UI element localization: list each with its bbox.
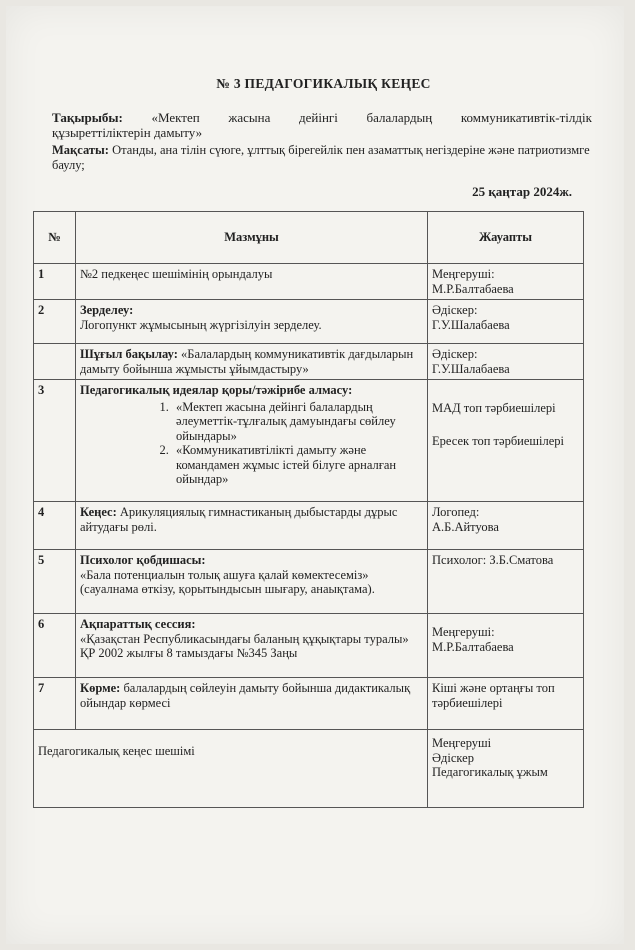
- row-label: Шұғыл бақылау:: [80, 347, 178, 361]
- row-responsible: [428, 300, 584, 344]
- resp-line: Психолог: З.Б.Сматова: [432, 553, 554, 567]
- resp-line: Г.У.Шалабаева: [432, 317, 510, 332]
- resp-line: Әдіскер:: [432, 347, 478, 361]
- meeting-date: 25 қаңтар 2024ж.: [472, 184, 572, 199]
- row-text: «Қазақстан Республикасындағы баланың құқықтары туралы» ҚР 2002 жылғы 8 тамыздағы №345 Заңы: [80, 631, 409, 660]
- agenda-table: [33, 211, 584, 808]
- row-content: [76, 550, 428, 614]
- resp-line: Логопед:: [432, 505, 480, 519]
- row-label: Көрме:: [80, 681, 121, 695]
- row-responsible: [428, 550, 584, 614]
- row-content: [76, 614, 428, 678]
- row-num: 4: [34, 502, 76, 550]
- row-responsible: [428, 502, 584, 550]
- row-content: [76, 678, 428, 730]
- row-label: Ақпараттық сессия:: [80, 617, 196, 631]
- table-row: [34, 380, 584, 502]
- row-content: [76, 344, 428, 380]
- row-text: Логопункт жұмысының жүргізілуін зерделеу.: [80, 317, 322, 332]
- table-header-row: [34, 212, 584, 264]
- row-text: «Бала потенциалын толық ашуға қалай көмектесеміз» (сауалнама өткізу, қорытындысын шығару, анаықтама).: [80, 567, 375, 596]
- resp-line: Меңгеруші: [432, 736, 492, 750]
- table-row: [34, 550, 584, 614]
- row-label: Психолог қобдишасы:: [80, 553, 206, 567]
- resp-line: Г.У.Шалабаева: [432, 361, 510, 376]
- resp-line: М.Р.Балтабаева: [432, 281, 514, 296]
- row-responsible: [428, 380, 584, 502]
- list-item: 1. «Мектеп жасына дейінгі балалардың әлеуметтік-тұлғалық дамуындағы сөйлеу ойындары»: [172, 400, 423, 444]
- row-num: 5: [34, 550, 76, 614]
- topic-word: дейінгі: [298, 110, 338, 125]
- topic-block: [52, 110, 592, 140]
- decision-label: Педагогикалық кеңес шешімі: [34, 730, 428, 808]
- header-num: №: [34, 212, 76, 264]
- topic-word: балалардың: [366, 110, 433, 125]
- resp-line: М.Р.Балтабаева: [432, 639, 514, 654]
- resp-line: Педагогикалық ұжым: [432, 765, 548, 779]
- topic-line2: құзыреттіліктерін дамыту»: [52, 125, 203, 140]
- row-label: Зерделеу:: [80, 303, 134, 317]
- row-label: Кеңес:: [80, 505, 117, 519]
- resp-line: Әдіскер: [432, 750, 474, 765]
- topic-word: жасына: [228, 110, 271, 125]
- row-num: 6: [34, 614, 76, 678]
- ideas-list: [80, 400, 423, 487]
- resp-line: Меңгеруші:: [432, 625, 495, 639]
- row-content: №2 педкеңес шешімінің орындалуы: [76, 264, 428, 300]
- topic-label: Тақырыбы:: [52, 110, 123, 125]
- page-title: № 3 ПЕДАГОГИКАЛЫҚ КЕҢЕС: [216, 76, 431, 91]
- resp-line: А.Б.Айтуова: [432, 519, 499, 534]
- goal-label: Мақсаты:: [52, 143, 109, 157]
- row-num: 7: [34, 678, 76, 730]
- row-responsible: [428, 614, 584, 678]
- table-row: [34, 502, 584, 550]
- row-content: [76, 380, 428, 502]
- topic-word: коммуникативтік-тілдік: [460, 110, 592, 125]
- resp-line: МАД топ тәрбиешілері: [432, 401, 556, 415]
- table-row: [34, 614, 584, 678]
- resp-line: Әдіскер:: [432, 303, 478, 317]
- decision-responsible: [428, 730, 584, 808]
- table-footer-row: [34, 730, 584, 808]
- row-text: балалардың сөйлеуін дамыту бойынша дидактикалық ойындар көрмесі: [80, 681, 411, 710]
- row-num: [34, 344, 76, 380]
- goal-text: Отанды, ана тілін сүюге, ұлттық бірегейлік пен азаматтық негіздеріне және патриотизмге баулу;: [52, 143, 590, 172]
- table-row: [34, 678, 584, 730]
- goal-block: [52, 143, 592, 173]
- row-num: 3: [34, 380, 76, 502]
- row-num: 2: [34, 300, 76, 344]
- row-content: [76, 502, 428, 550]
- header-responsible: Жауапты: [428, 212, 584, 264]
- row-text: Арикуляциялық гимнастиканың дыбыстарды дұрыс айтудағы рөлі.: [80, 505, 398, 534]
- row-responsible: [428, 344, 584, 380]
- row-content: [76, 300, 428, 344]
- row-responsible: [428, 264, 584, 300]
- table-row: [34, 264, 584, 300]
- row-responsible: Кіші және ортаңғы топ тәрбиешілері: [428, 678, 584, 730]
- row-num: 1: [34, 264, 76, 300]
- header-content: Мазмұны: [76, 212, 428, 264]
- row-text: «Балалардың коммуникативтік дағдыларын дамыту бойынша жұмысты ұйымдастыру»: [80, 347, 414, 376]
- list-item: 2. «Коммуникативтілікті дамыту және командамен жұмыс істей білуге арналған ойындар»: [172, 443, 423, 487]
- resp-line: Меңгеруші:: [432, 267, 495, 281]
- table-row: [34, 344, 584, 380]
- resp-line: Ересек топ тәрбиешілері: [432, 433, 565, 448]
- topic-word: «Мектеп: [151, 110, 200, 125]
- row-label: Педагогикалық идеялар қоры/тәжірибе алмасу:: [80, 383, 353, 397]
- table-row: [34, 300, 584, 344]
